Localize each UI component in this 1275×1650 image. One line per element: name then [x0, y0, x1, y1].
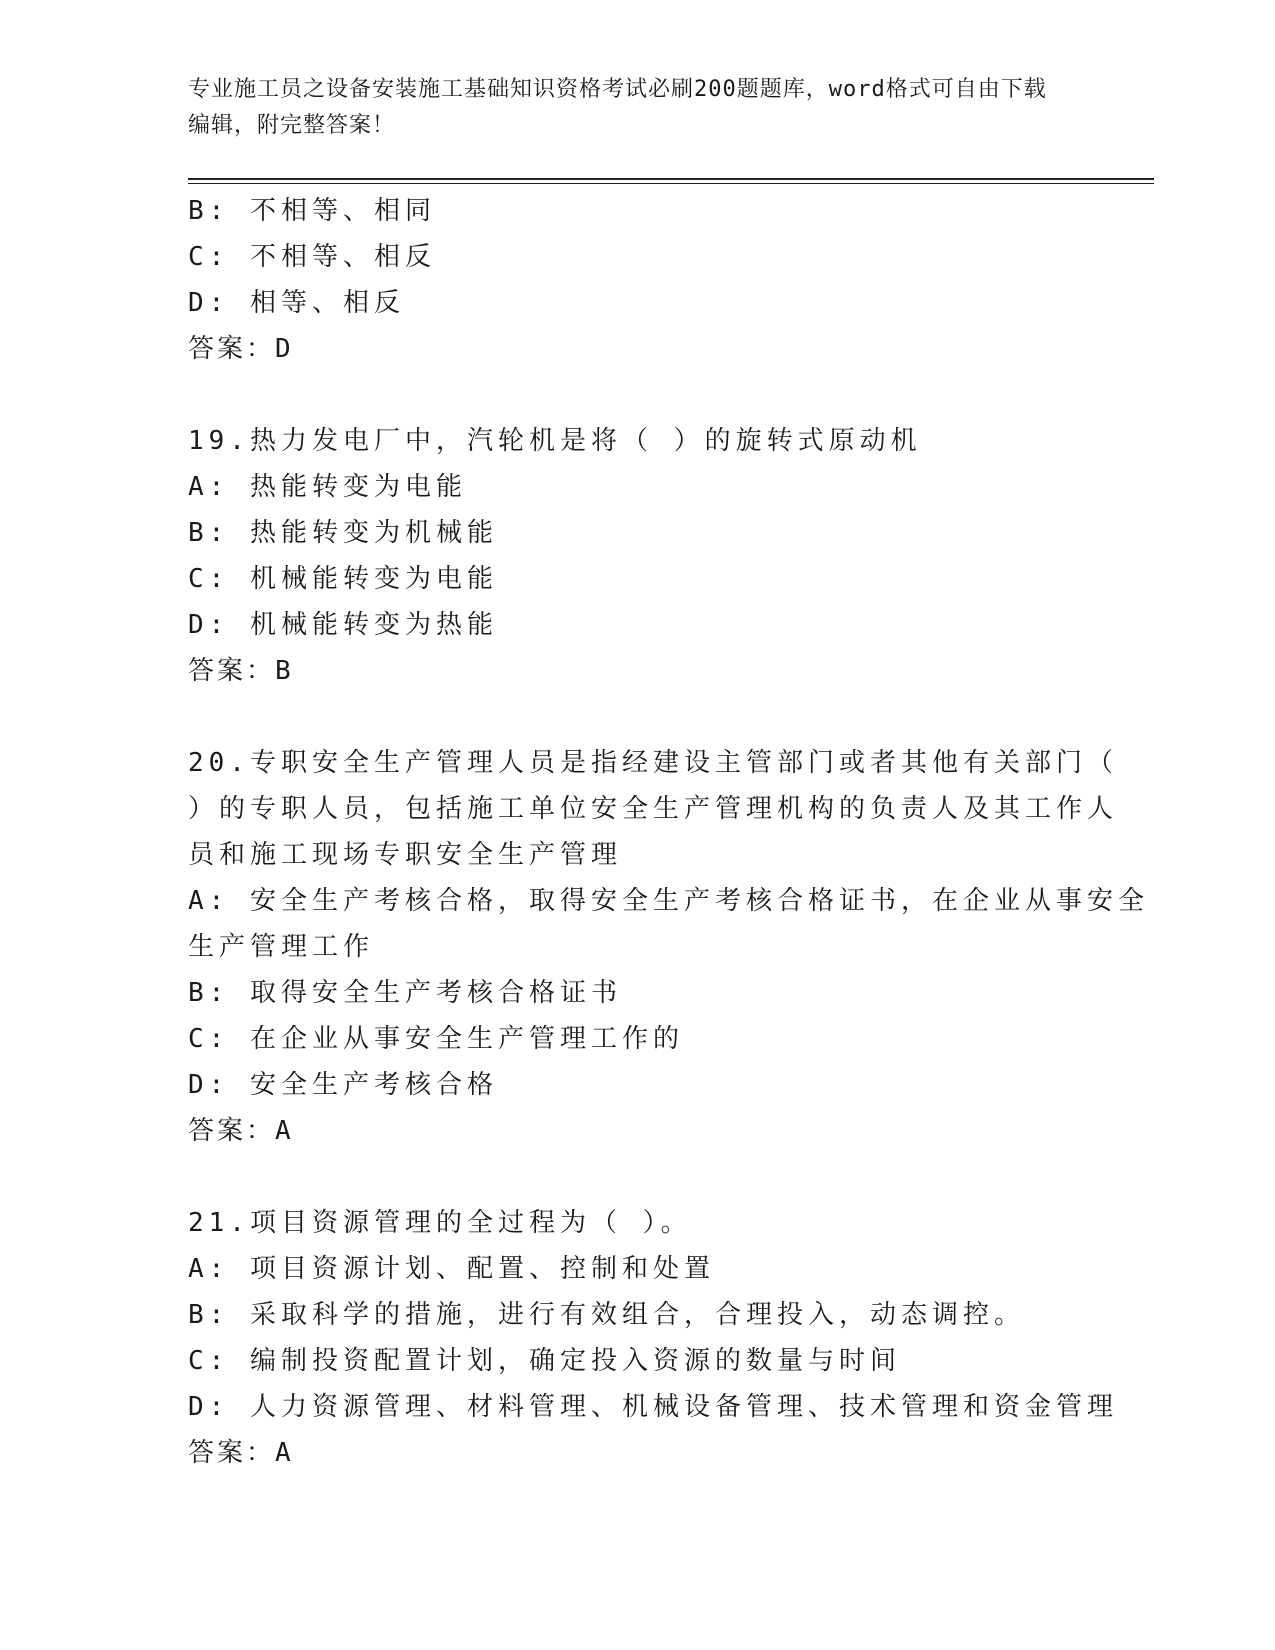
question-list	[188, 188, 1149, 1476]
option-b: B: 取得安全生产考核合格证书	[188, 978, 622, 1008]
header-rule-thick	[188, 178, 1154, 180]
answer: 答案：A	[188, 1438, 294, 1468]
answer: 答案：B	[188, 656, 294, 686]
option-c: C: 机械能转变为电能	[188, 564, 498, 594]
option-a: A: 热能转变为电能	[188, 472, 467, 502]
document-header: 专业施工员之设备安装施工基础知识资格考试必刷200题题库，word格式可自由下载编辑，附完整答案！	[188, 77, 1047, 138]
question-text-line-2: ）的专职人员，包括施工单位安全生产管理机构的负责人及其工作人	[188, 794, 1119, 824]
question-text-line-3: 员和施工现场专职安全生产管理	[188, 840, 623, 870]
answer: 答案：A	[188, 1116, 294, 1146]
option-d: D: 人力资源管理、材料管理、机械设备管理、技术管理和资金管理	[188, 1392, 1118, 1422]
option-a: A: 项目资源计划、配置、控制和处置	[188, 1254, 715, 1284]
option-c: C: 不相等、相反	[188, 242, 436, 272]
option-d: D: 机械能转变为热能	[188, 610, 498, 640]
question-18-tail	[188, 188, 1108, 372]
question-20	[188, 740, 1149, 1154]
question-21	[188, 1200, 1118, 1476]
question-text-line-1: 20.专职安全生产管理人员是指经建设主管部门或者其他有关部门（	[188, 748, 1118, 778]
header-rule-thin	[188, 183, 1154, 184]
option-a-line-1: A: 安全生产考核合格，取得安全生产考核合格证书，在企业从事安全	[188, 886, 1149, 916]
option-d: D: 安全生产考核合格	[188, 1070, 498, 1100]
option-c: C: 在企业从事安全生产管理工作的	[188, 1024, 684, 1054]
option-a-line-2: 生产管理工作	[188, 932, 375, 962]
option-b: B: 采取科学的措施，进行有效组合，合理投入，动态调控。	[188, 1300, 1025, 1330]
option-c: C: 编制投资配置计划，确定投入资源的数量与时间	[188, 1346, 901, 1376]
option-b: B: 热能转变为机械能	[188, 518, 498, 548]
option-b: B: 不相等、相同	[188, 196, 436, 226]
question-text: 21.项目资源管理的全过程为（ ）。	[188, 1208, 692, 1238]
option-d: D: 相等、相反	[188, 288, 405, 318]
question-text: 19.热力发电厂中，汽轮机是将（ ）的旋转式原动机	[188, 426, 922, 456]
answer: 答案：D	[188, 334, 294, 364]
question-19	[188, 418, 1108, 694]
